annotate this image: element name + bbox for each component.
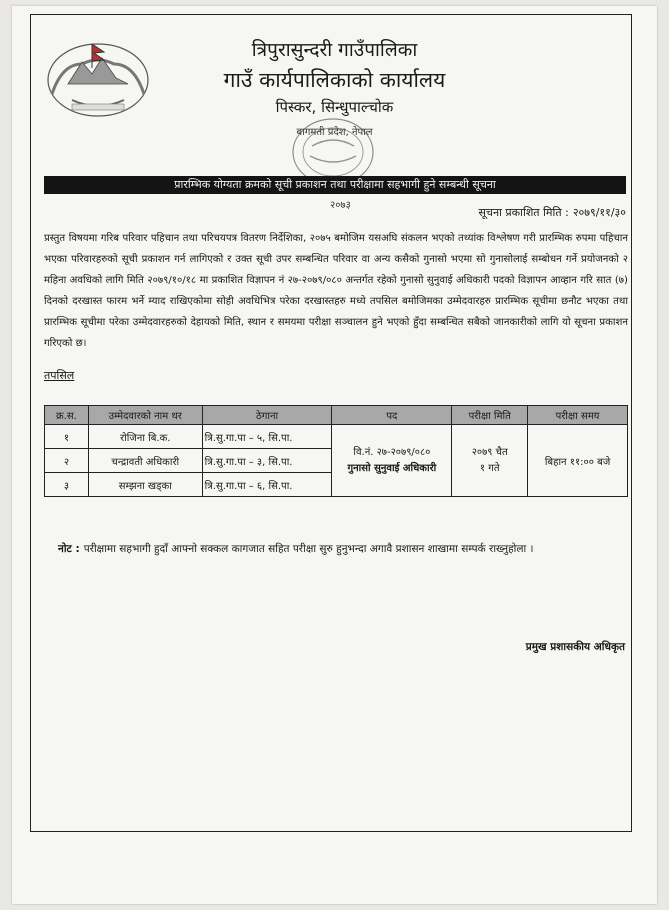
signatory-title: प्रमुख प्रशासकीय अधिकृत [525,641,625,653]
col-header-post: पद [332,406,452,425]
office-name: गाउँ कार्यपालिकाको कार्यालय [223,68,446,92]
municipality-name: त्रिपुरासुन्दरी गाउँपालिका [251,39,418,61]
col-header-address: ठेगाना [202,406,332,425]
candidate-table [44,405,628,497]
note-label: नोट : [58,543,80,555]
col-header-exam-time: परीक्षा समय [528,406,628,425]
table-header-row [45,406,628,425]
cell-exam-time: बिहान ११:०० बजे [528,425,628,497]
cell-name: सम्झना खड्का [88,473,202,497]
col-header-name: उम्मेदवारको नाम थर [88,406,202,425]
post-ad-number: वि.नं. २७-२०७९/०८० [353,446,431,458]
note-text: परीक्षामा सहभागी हुदाँ आफ्नो सक्कल कागजात सहित परीक्षा सुरु हुनुभन्दा अगावै प्रशासन शाखामा सम्पर्क राख्नुहोला । [83,543,534,555]
published-date-label: सूचना प्रकाशित मिति : [478,206,569,219]
cell-address: त्रि.सु.गा.पा – ६, सि.पा. [202,473,332,497]
cell-exam-date [452,425,528,497]
cell-sn: १ [45,425,89,449]
cell-post [332,425,452,497]
cell-name: रोजिना बि.क. [88,425,202,449]
reference-number: २०७३ [330,200,351,211]
exam-date-line1: २०७९ चैत [471,446,508,458]
note-line [58,542,628,556]
cell-sn: २ [45,449,89,473]
cell-address: त्रि.सु.गा.पा – ५, सि.पा. [202,425,332,449]
published-date-value: २०७९/११/३० [572,206,626,219]
cell-address: त्रि.सु.गा.पा – ३, सि.पा. [202,449,332,473]
schedule-heading: तपसिल [44,369,75,382]
exam-date-line2: १ गते [479,462,500,474]
notice-body: प्रस्तुत विषयमा गरिब परिवार पहिचान तथा परिचयपत्र वितरण निर्देशिका, २०७५ बमोजिम यसअघि संकलन भएको तथ्यांक विश्लेषण गरी प्रारम्भिक रुपमा पहिचान भएका परिवारहरुको सूची प्रकाशन गर्न लागिएको र उक्त सूची उपर सम्बन्धित परिवार वा अन्य कसैको गुनासो भएमा सो गुनासोलाई सम्बोधन गर्ने प्रयोजनको २ महिना अवधिको लागि मिति २०७९/१०/१८ मा प्रकाशित विज्ञापन नं २७-२०७९/०८० अन्तर्गत रहेको गुनासो सुनुवाई अधिकारी पदको विज्ञापन आव्हान गरि सात (७) दिनको दरखास्त फारम भर्ने म्याद राखिएकोमा सोही अवधिभित्र परेका दरखास्तहरु मध्ये तपसिल बमोजिमका उम्मेदवारहरु प्रारम्भिक सूचीमा छनौट भएका तथा प्रारम्भिक सूचीमा परेका उम्मेदवारहरुको देहायको मिति, स्थान र समयमा परीक्षा सञ्चालन हुने भएको हुँदा सम्बन्धित सबैको जानकारीको लागि यो सूचना प्रकाशन गरिएको छ। [44,233,628,349]
published-date-line [479,205,626,220]
office-province: बागमती प्रदेश, नेपाल [296,127,373,138]
table-row [45,425,628,449]
col-header-sn: क्र.स. [45,406,89,425]
notice-title-banner: प्रारम्भिक योग्यता क्रमको सूची प्रकाशन तथा परीक्षामा सहभागी हुने सम्बन्धी सूचना [44,176,626,194]
post-title: गुनासो सुनुवाई अधिकारी [347,462,437,474]
cell-sn: ३ [45,473,89,497]
col-header-exam-date: परीक्षा मिति [452,406,528,425]
cell-name: चन्द्रावती अधिकारी [88,449,202,473]
office-location: पिस्कर, सिन्धुपाल्चोक [275,98,394,116]
